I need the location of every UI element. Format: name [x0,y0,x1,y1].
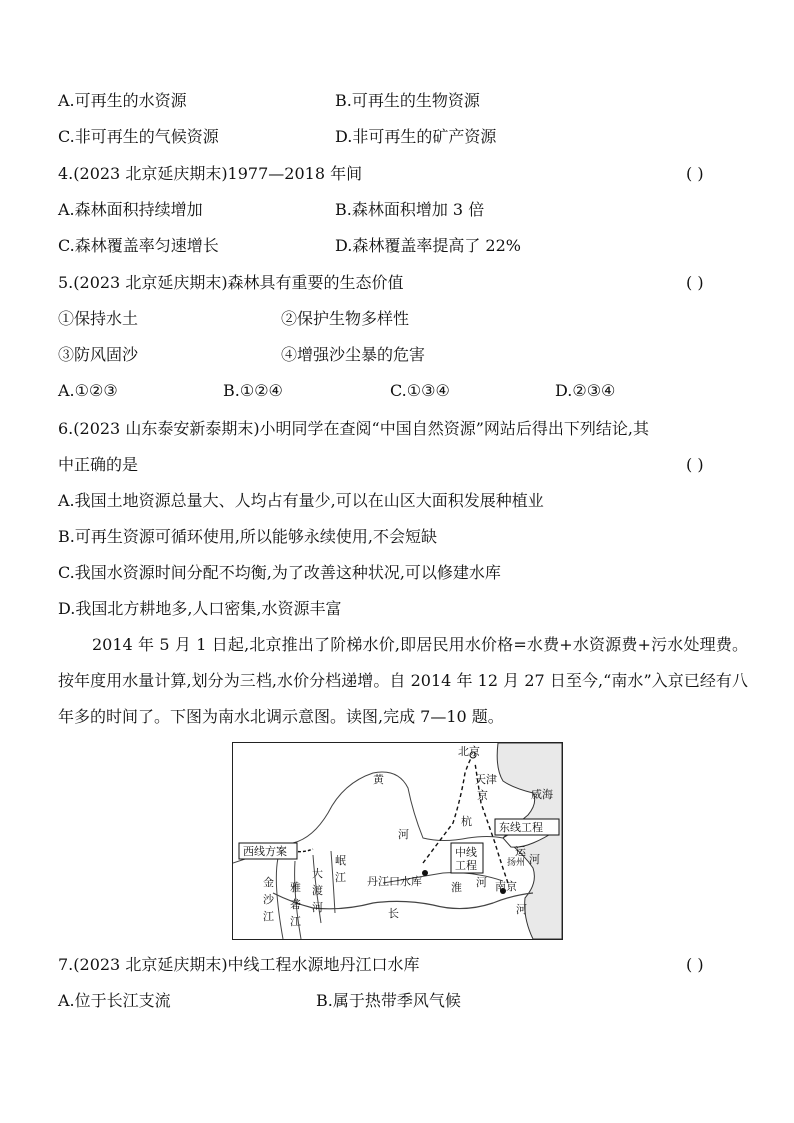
label-sha: 沙 [263,893,274,906]
label-jiang3: 江 [335,871,346,884]
q4-option-a: A.森林面积持续增加 [58,200,203,219]
label-min: 岷 [335,854,346,867]
label-jiang1: 江 [263,910,274,923]
q7-stem: 7.(2023 北京延庆期末)中线工程水源地丹江口水库 [58,955,420,974]
label-east-line: 东线工程 [499,821,543,834]
q3-option-c: C.非可再生的气候资源 [58,127,219,146]
q4-option-b: B.森林面积增加 3 倍 [335,200,485,219]
label-huang-he: 河 [398,828,409,841]
q5-item-1: ①保持水土 [58,309,139,328]
q6-option-b: B.可再生资源可循环使用,所以能够永续使用,不会短缺 [58,527,438,546]
label-jing: 京 [477,789,488,802]
label-yangzhou: 扬州 [507,858,526,868]
label-da: 大 [312,867,323,880]
q5-option-c: C.①③④ [390,381,450,400]
label-chang: 长 [388,907,399,920]
label-nanjing: 南京 [495,880,517,893]
q4-stem: 4.(2023 北京延庆期末)1977—2018 年间 [58,164,363,183]
label-beijing: 北京 [458,745,480,758]
q7-option-b: B.属于热带季风气候 [316,991,461,1010]
label-middle-line-2: 工程 [455,859,477,872]
q6-option-c: C.我国水资源时间分配不均衡,为了改善这种状况,可以修建水库 [58,563,501,582]
q6-option-a: A.我国土地资源总量大、人均占有量少,可以在山区大面积发展种植业 [58,491,544,510]
q6-stem-line2: 中正确的是 [58,455,139,474]
q3-option-d: D.非可再生的矿产资源 [335,127,497,146]
q5-option-b: B.①②④ [223,381,283,400]
label-jiang2: 江 [290,915,301,928]
passage-text: 2014 年 5 月 1 日起,北京推出了阶梯水价,即居民用水价格=水费+水资源费+污水处理费。按年度用水量计算,划分为三档,水价分档递增。自 2014 年 12 月 27 日至今,“南水”入京已经有八年多的时间了。下图为南水北调示意图。读图,完成 7—10 题。 [58,635,748,726]
label-du: 渡 [312,884,323,897]
q5-answer-paren: ( ) [686,273,704,292]
q7-answer-paren: ( ) [686,955,704,974]
q5-option-a: A.①②③ [58,381,118,400]
q4-option-c: C.森林覆盖率匀速增长 [58,236,219,255]
q4-answer-paren: ( ) [686,164,704,183]
label-middle-line-1: 中线 [455,846,477,859]
q6-stem-line1: 6.(2023 山东泰安新泰期末)小明同学在查阅“中国自然资源”网站后得出下列结论,其 [58,419,650,438]
q5-item-3: ③防风固沙 [58,345,139,364]
jinsha-river [276,858,283,939]
label-he3: 河 [516,903,527,916]
q6-option-d: D.我国北方耕地多,人口密集,水资源丰富 [58,599,342,618]
label-jin: 金 [263,876,274,889]
label-west-line: 西线方案 [243,845,287,858]
label-ya: 雅 [290,881,301,894]
q3-option-b: B.可再生的生物资源 [335,91,480,110]
label-tianjin: 天津 [475,773,497,786]
label-huang: 黄 [373,773,384,786]
label-huai: 淮 [451,881,462,894]
label-long: 砻 [290,898,301,911]
label-yun: 运 [515,845,526,858]
q4-option-d: D.森林覆盖率提高了 22% [335,236,521,255]
q5-item-4: ④增强沙尘暴的危害 [281,345,426,364]
label-danjiangkou: 丹江口水库 [367,875,422,888]
label-canal-he: 河 [529,853,540,866]
q6-answer-paren: ( ) [686,455,704,474]
label-weihai: 威海 [531,788,553,801]
q7-option-a: A.位于长江支流 [58,991,171,1010]
south-north-water-diversion-map [232,742,563,940]
map-svg [233,743,562,939]
q5-item-2: ②保护生物多样性 [281,309,410,328]
label-he2: 河 [312,901,323,914]
danjiangkou-point [422,870,428,876]
q5-option-d: D.②③④ [555,381,616,400]
label-huai-he: 河 [476,876,487,889]
q3-option-a: A.可再生的水资源 [58,91,187,110]
q5-stem: 5.(2023 北京延庆期末)森林具有重要的生态价值 [58,273,404,292]
label-hang: 杭 [461,815,472,828]
